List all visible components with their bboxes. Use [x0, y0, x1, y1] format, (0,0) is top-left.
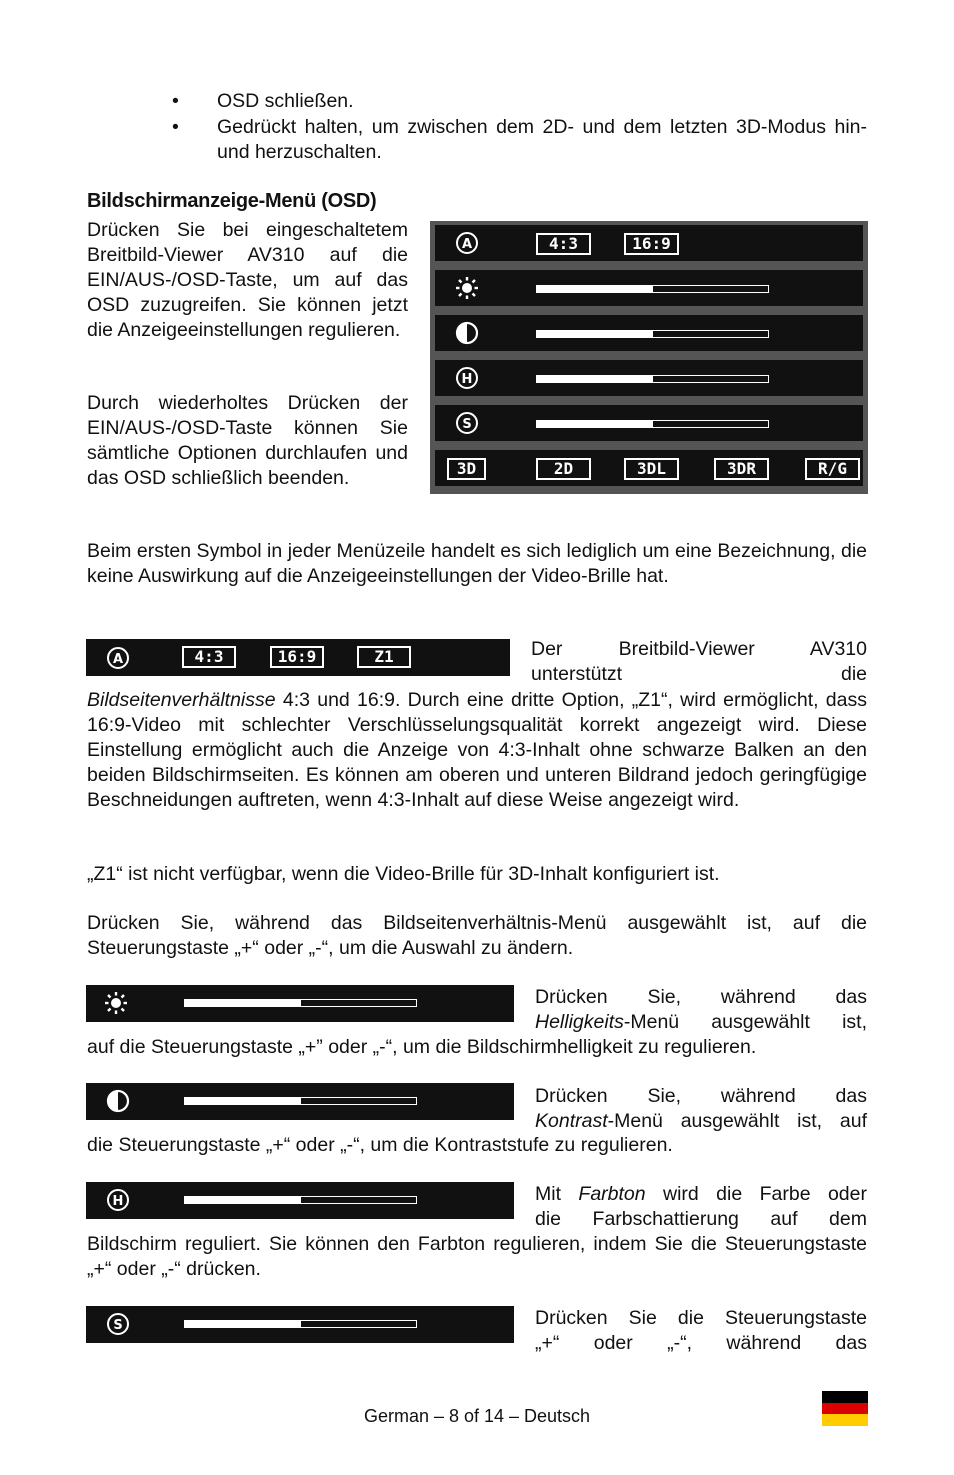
aspect-term: Bildseitenverhältnisse: [87, 689, 276, 711]
hue-level-bar: [184, 1196, 417, 1204]
intro-paragraph-2: Durch wiederholtes Drücken der EIN/AUS-/OSD-Taste können Sie sämtliche Optionen durchlaufen und das OSD schließlich beenden.: [87, 392, 408, 489]
aspect-paragraph: Bildseitenverhältnisse 4:3 und 16:9. Durch eine dritte Option, „Z1“, wird ermöglicht, dass 16:9-Video mit schlechter Verschlüsselungsqualität korrekt angezeigt wird. Diese Einstellung ermöglicht auch die Anzeige von 4:3-Inhalt ohne schwarze Balken an den beiden Bildschirmseiten. Es können am oberen und unteren Bildrand jedoch geringfügige Beschneidungen auftreten, wenn 4:3-Inhalt auf diese Weise angezeigt wird.: [87, 689, 867, 811]
bullet-icon: •: [172, 90, 179, 112]
osd-row-aspect: [435, 225, 863, 261]
saturation-text-line-2: „+“ oder „-“, während das: [535, 1332, 867, 1354]
flag-stripe: [822, 1414, 868, 1426]
aspect-option: 16:9: [270, 646, 324, 668]
aspect-option: 4:3: [182, 646, 236, 668]
hue-text-line-2: die Farbschattierung auf dem: [535, 1208, 867, 1230]
svg-text:S: S: [113, 1318, 123, 1333]
brightness-paragraph: auf die Steuerungstaste „+” oder „-“, um die Bildschirmhelligkeit zu regulieren.: [87, 1036, 757, 1058]
hue-menu-strip: [86, 1182, 514, 1219]
osd-row-contrast: [435, 315, 863, 351]
osd-row-hue: [435, 360, 863, 396]
hue-text-line-1: Mit Farbton wird die Farbe oder: [535, 1183, 867, 1205]
svg-text:S: S: [462, 417, 472, 432]
mode-option: 2D: [536, 458, 591, 480]
hue-paragraph: Bildschirm reguliert. Sie können den Farbton regulieren, indem Sie die Steuerungstaste „+“ oder „-“ drücken.: [87, 1233, 867, 1280]
contrast-text-line-2: Kontrast-Menü ausgewählt ist, auf: [535, 1110, 867, 1132]
symbol-paragraph: Beim ersten Symbol in jeder Menüzeile handelt es sich lediglich um eine Bezeichnung, die keine Auswirkung auf die Anzeigeeinstellungen der Video-Brille hat.: [87, 540, 867, 587]
saturation-level-bar: [536, 420, 769, 428]
brightness-text-line-1: Drücken Sie, während das: [535, 986, 867, 1008]
osd-row-brightness: [435, 270, 863, 306]
osd-row-saturation: [435, 405, 863, 441]
contrast-level-bar: [536, 330, 769, 338]
svg-text:A: A: [461, 237, 473, 252]
aspect-icon: [455, 231, 479, 255]
osd-menu-panel: [430, 221, 868, 494]
section-title: Bildschirmanzeige-Menü (OSD): [87, 190, 377, 212]
contrast-paragraph: die Steuerungstaste „+“ oder „-“, um die Kontraststufe zu regulieren.: [87, 1134, 673, 1156]
contrast-text-line-1: Drücken Sie, während das: [535, 1085, 867, 1107]
mode-option: 3DR: [714, 458, 769, 480]
hue-level-bar: [536, 375, 769, 383]
hue-icon: [106, 1188, 130, 1212]
sun-icon: [104, 991, 128, 1015]
contrast-menu-strip: [86, 1083, 514, 1120]
svg-text:A: A: [112, 652, 124, 667]
contrast-level-bar: [184, 1097, 417, 1105]
aspect-menu-strip: [86, 639, 510, 676]
flag-stripe: [822, 1403, 868, 1415]
saturation-icon: [455, 411, 479, 435]
z1-paragraph: „Z1“ ist nicht verfügbar, wenn die Video-Brille für 3D-Inhalt konfiguriert ist.: [87, 863, 720, 885]
brightness-menu-strip: [86, 985, 514, 1022]
aspect-icon: [106, 646, 130, 670]
saturation-icon: [106, 1312, 130, 1336]
sun-icon: [455, 276, 479, 300]
brightness-level-bar: [536, 285, 769, 293]
contrast-icon: [106, 1089, 130, 1113]
page-footer: German – 8 of 14 – Deutsch: [363, 1406, 591, 1426]
brightness-level-bar: [184, 999, 417, 1007]
mode-option: R/G: [805, 458, 860, 480]
list-item: • OSD schließen.: [172, 90, 354, 112]
mode-option: 3D: [447, 458, 486, 480]
saturation-level-bar: [184, 1320, 417, 1328]
aspect-option: Z1: [357, 646, 411, 668]
aspect-change-paragraph: Drücken Sie, während das Bildseitenverhältnis-Menü ausgewählt ist, auf die Steuerungstaste „+“ oder „-“, um die Auswahl zu ändern.: [87, 912, 867, 959]
german-flag-icon: [822, 1391, 868, 1426]
osd-row-mode: [435, 450, 863, 486]
saturation-menu-strip: [86, 1306, 514, 1343]
flag-stripe: [822, 1391, 868, 1403]
bullet-icon: •: [172, 116, 179, 138]
aspect-option: 4:3: [536, 233, 591, 255]
contrast-icon: [455, 321, 479, 345]
list-item: • Gedrückt halten, um zwischen dem 2D- und dem letzten 3D-Modus hin- und herzuschalten.: [172, 116, 867, 163]
brightness-text-line-2: Helligkeits-Menü ausgewählt ist,: [535, 1011, 867, 1033]
svg-text:H: H: [461, 372, 473, 387]
hue-icon: [455, 366, 479, 390]
saturation-text-line-1: Drücken Sie die Steuerungstaste: [535, 1307, 867, 1329]
mode-option: 3DL: [624, 458, 679, 480]
bullet-list: [172, 89, 867, 165]
aspect-text-line-1: Der Breitbild-Viewer AV310: [531, 638, 867, 660]
intro-paragraph-1: Drücken Sie bei eingeschaltetem Breitbild-Viewer AV310 auf die EIN/AUS-/OSD-Taste, um auf das OSD zuzugreifen. Sie können jetzt die Anzeigeeinstellungen regulieren.: [87, 219, 408, 341]
aspect-text-line-2: unterstützt die: [531, 663, 867, 685]
aspect-option: 16:9: [624, 233, 679, 255]
svg-text:H: H: [112, 1194, 124, 1209]
